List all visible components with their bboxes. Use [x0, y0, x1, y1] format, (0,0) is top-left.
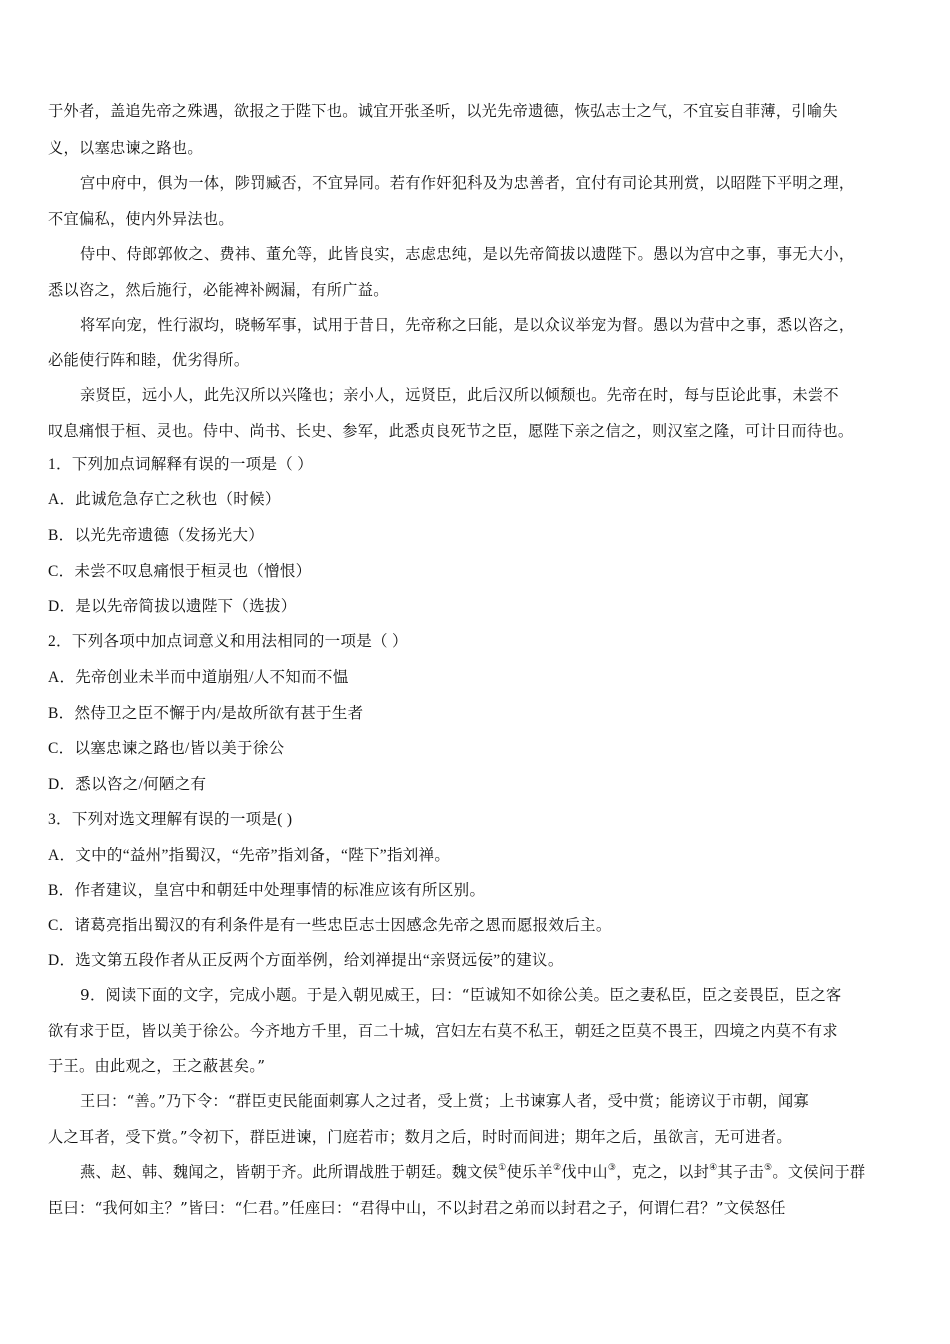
footnote-marker: ④: [709, 1163, 718, 1173]
passage-line: 人之耳者，受下赏。”令初下，群臣进谏，门庭若市；数月之后，时时而间进；期年之后，虽欲言，无可进者。: [48, 1128, 792, 1146]
answer-option: C．诸葛亮指出蜀汉的有利条件是有一些忠臣志士因感念先帝之恩而愿报效后主。: [48, 917, 612, 934]
answer-option: C．未尝不叹息痛恨于桓灵也（憎恨）: [48, 563, 312, 580]
footnote-marker: ②: [553, 1163, 562, 1173]
answer-option: D．悉以咨之/何陋之有: [48, 776, 207, 793]
footnote-marker: ⑤: [764, 1163, 773, 1173]
passage-line: 不宜偏私，使内外异法也。: [48, 210, 234, 228]
passage-line: 于外者，盖追先帝之殊遇，欲报之于陛下也。诚宜开张圣听，以光先帝遗德，恢弘志士之气，不宜妄自菲薄，引喻失: [48, 102, 838, 120]
text-run: 其子击: [717, 1163, 765, 1181]
passage-line: 必能使行阵和睦，优劣得所。: [48, 351, 250, 369]
question-stem: 2．下列各项中加点词意义和用法相同的一项是（ ）: [48, 633, 408, 650]
passage-line: 将军向宠，性行淑均，晓畅军事，试用于昔日，先帝称之曰能，是以众议举宠为督。愚以为营中之事，悉以咨之，: [80, 316, 855, 334]
answer-option: A．此诚危急存亡之秋也（时候）: [48, 491, 281, 508]
passage-line: 悉以咨之，然后施行，必能裨补阙漏，有所广益。: [48, 281, 389, 299]
answer-option: B．作者建议，皇宫中和朝廷中处理事情的标准应该有所区别。: [48, 882, 486, 899]
text-run: 使乐羊: [506, 1163, 554, 1181]
passage-line: 义，以塞忠谏之路也。: [48, 139, 203, 157]
text-run: 伐中山: [561, 1163, 608, 1181]
text-run: 。文侯问于群: [772, 1163, 866, 1181]
footnote-marker: ③: [607, 1163, 617, 1173]
text-run: ，克之，以封: [616, 1163, 710, 1181]
passage-line: 于王。由此观之，王之蔽甚矣。”: [48, 1057, 266, 1075]
text-run: 燕、赵、韩、魏闻之，皆朝于齐。此所谓战胜于朝廷。魏文侯: [80, 1163, 499, 1181]
passage-line: 欲有求于臣，皆以美于徐公。今齐地方千里，百二十城，宫妇左右莫不私王，朝廷之臣莫不畏王，四境之内莫不有求: [48, 1022, 838, 1040]
answer-option: B．以光先帝遗德（发扬光大）: [48, 527, 265, 544]
answer-option: D．选文第五段作者从正反两个方面举例，给刘禅提出“亲贤远佞”的建议。: [48, 952, 564, 969]
passage-line: 叹息痛恨于桓、灵也。侍中、尚书、长史、参军，此悉贞良死节之臣，愿陛下亲之信之，则汉室之隆，可计日而待也。: [48, 422, 854, 440]
question-stem: 1．下列加点词解释有误的一项是（ ）: [48, 456, 314, 473]
question-stem: 3．下列对选文理解有误的一项是( ): [48, 811, 293, 828]
answer-option: D．是以先帝简拔以遗陛下（选拔）: [48, 598, 297, 615]
passage-line: [80, 1162, 908, 1182]
passage-line: 侍中、侍郎郭攸之、费祎、董允等，此皆良实，志虑忠纯，是以先帝简拔以遗陛下。愚以为宫中之事，事无大小，: [80, 245, 855, 263]
passage-line: 臣曰：“我何如主？”皆曰：“仁君。”任座曰：“君得中山，不以封君之弟而以封君之子，何谓仁君？”文侯怒任: [48, 1199, 786, 1217]
answer-option: A．先帝创业未半而中道崩殂/人不知而不愠: [48, 669, 349, 686]
passage-line: 9．阅读下面的文字，完成小题。于是入朝见威王，曰：“臣诚知不如徐公美。臣之妻私臣，臣之妾畏臣，臣之客: [80, 986, 842, 1004]
footnote-marker: ①: [498, 1163, 507, 1173]
passage-line: 亲贤臣，远小人，此先汉所以兴隆也；亲小人，远贤臣，此后汉所以倾颓也。先帝在时，每与臣论此事，未尝不: [80, 386, 839, 404]
passage-line: 宫中府中，俱为一体，陟罚臧否，不宜异同。若有作奸犯科及为忠善者，宜付有司论其刑赏，以昭陛下平明之理，: [80, 174, 855, 192]
answer-option: B．然侍卫之臣不懈于内/是故所欲有甚于生者: [48, 705, 364, 722]
answer-option: A．文中的“益州”指蜀汉，“先帝”指刘备，“陛下”指刘禅。: [48, 847, 451, 864]
answer-option: C．以塞忠谏之路也/皆以美于徐公: [48, 740, 285, 757]
passage-line: 王曰：“善。”乃下令：“群臣吏民能面刺寡人之过者，受上赏；上书谏寡人者，受中赏；能谤议于市朝，闻寡: [80, 1092, 810, 1110]
